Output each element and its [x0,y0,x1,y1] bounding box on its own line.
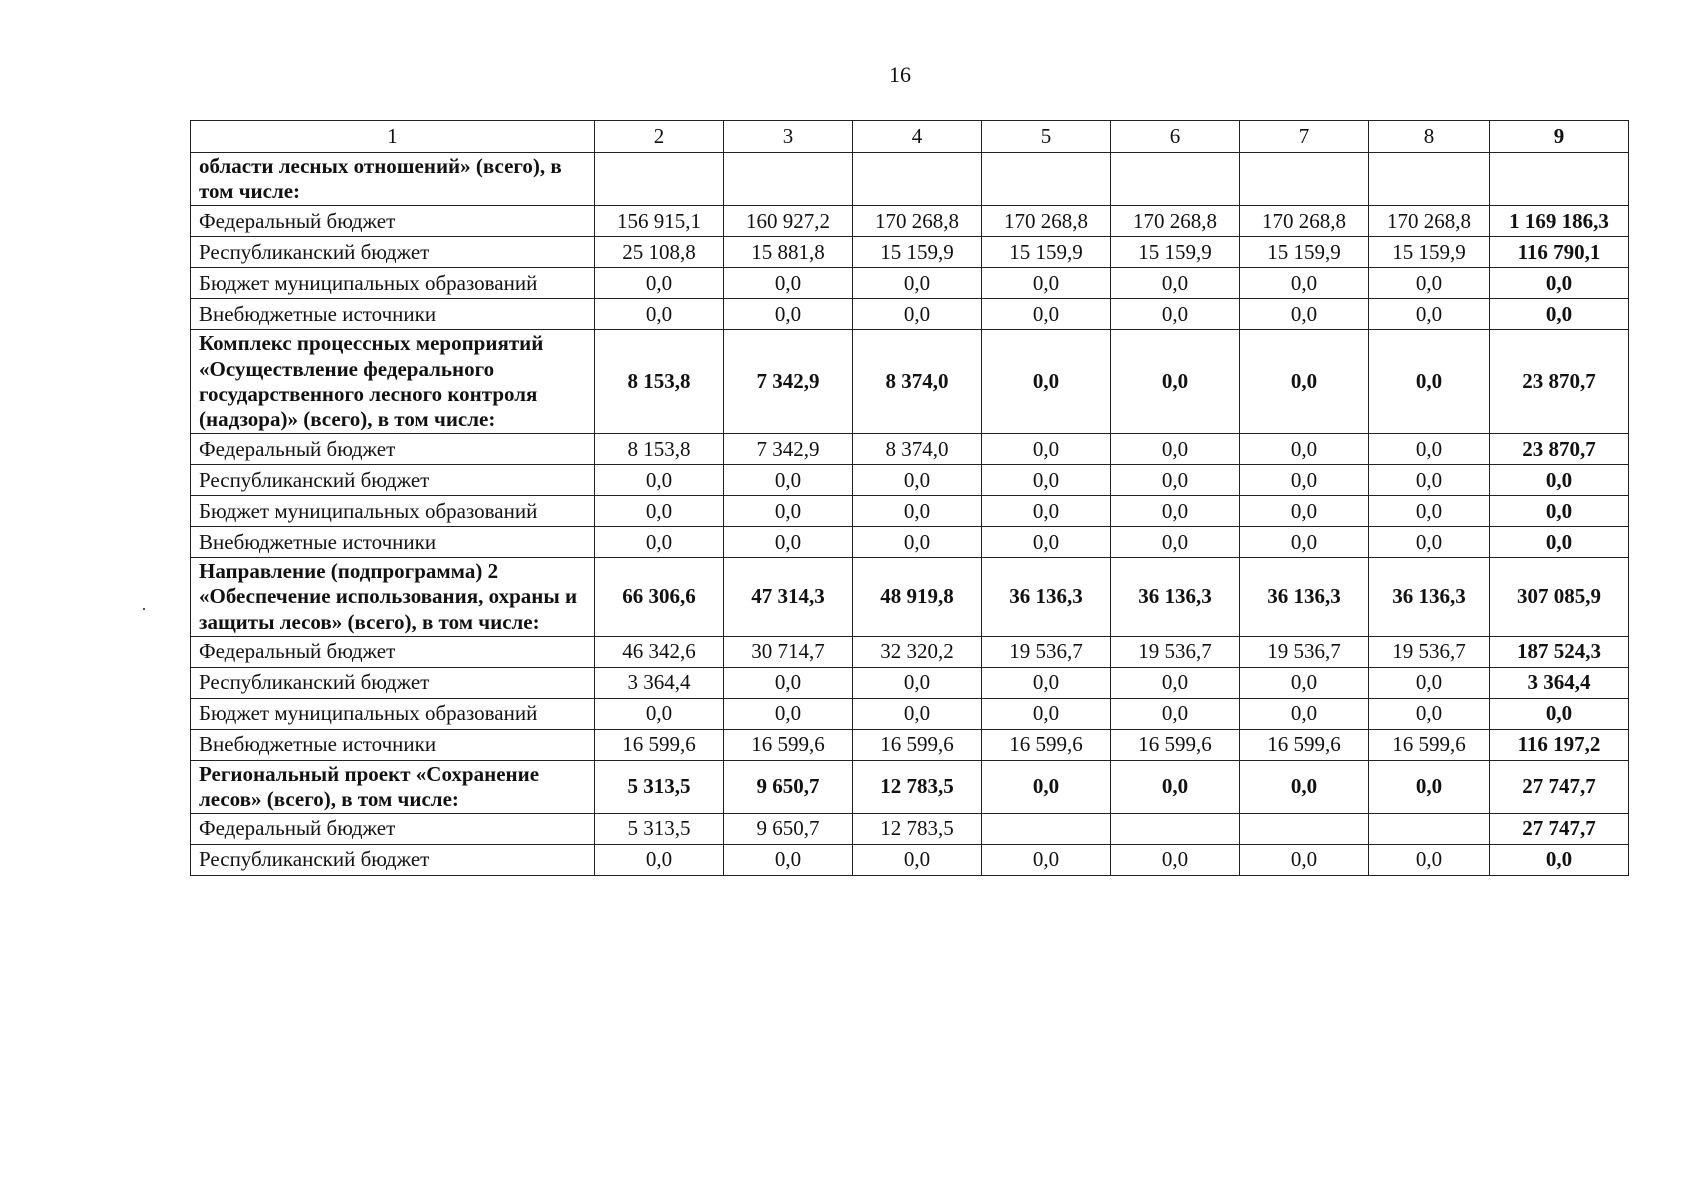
value-cell: 16 599,6 [1111,729,1240,760]
value-cell: 36 136,3 [982,558,1111,637]
value-cell: 36 136,3 [1240,558,1369,637]
value-cell: 0,0 [1111,465,1240,496]
value-cell: 0,0 [1240,496,1369,527]
value-cell: 9 650,7 [724,760,853,813]
table-section-row [191,760,1629,813]
value-cell: 0,0 [982,527,1111,558]
row-name-cell: Направление (подпрограмма) 2 «Обеспечение использования, охраны и защиты лесов» (всего), в том числе: [191,558,595,637]
value-cell [1369,153,1490,206]
total-cell: 27 747,7 [1490,760,1629,813]
value-cell [724,153,853,206]
row-name-cell: Бюджет муниципальных образований [191,496,595,527]
value-cell: 0,0 [1240,698,1369,729]
value-cell [1111,814,1240,845]
table-section-row [191,558,1629,637]
value-cell: 0,0 [853,845,982,876]
value-cell: 0,0 [1369,299,1490,330]
value-cell: 0,0 [982,760,1111,813]
value-cell [853,153,982,206]
value-cell: 0,0 [1369,845,1490,876]
table-row [191,465,1629,496]
value-cell: 0,0 [1111,330,1240,434]
header-cell: 7 [1240,121,1369,153]
total-cell: 0,0 [1490,496,1629,527]
value-cell: 12 783,5 [853,760,982,813]
value-cell: 0,0 [1369,465,1490,496]
value-cell: 170 268,8 [1369,206,1490,237]
value-cell: 15 159,9 [1240,237,1369,268]
value-cell [1111,153,1240,206]
total-cell: 23 870,7 [1490,330,1629,434]
value-cell: 170 268,8 [1111,206,1240,237]
value-cell: 0,0 [1240,845,1369,876]
value-cell: 0,0 [1111,299,1240,330]
row-name-cell: Республиканский бюджет [191,465,595,496]
value-cell: 16 599,6 [982,729,1111,760]
value-cell: 0,0 [853,698,982,729]
value-cell: 0,0 [853,268,982,299]
value-cell: 0,0 [1369,527,1490,558]
row-name-cell: Республиканский бюджет [191,237,595,268]
value-cell: 0,0 [1240,330,1369,434]
value-cell: 5 313,5 [595,814,724,845]
value-cell: 0,0 [724,465,853,496]
total-cell: 23 870,7 [1490,434,1629,465]
total-cell: 187 524,3 [1490,636,1629,667]
total-cell: 307 085,9 [1490,558,1629,637]
value-cell: 19 536,7 [1111,636,1240,667]
value-cell: 8 374,0 [853,434,982,465]
value-cell: 0,0 [1111,760,1240,813]
value-cell: 0,0 [1111,667,1240,698]
total-cell [1490,153,1629,206]
value-cell: 0,0 [1369,268,1490,299]
total-cell: 0,0 [1490,845,1629,876]
value-cell: 0,0 [982,465,1111,496]
value-cell: 0,0 [853,527,982,558]
total-cell: 27 747,7 [1490,814,1629,845]
value-cell: 0,0 [982,330,1111,434]
value-cell: 0,0 [724,299,853,330]
value-cell: 15 159,9 [1111,237,1240,268]
header-cell: 9 [1490,121,1629,153]
value-cell: 15 881,8 [724,237,853,268]
header-cell: 1 [191,121,595,153]
value-cell: 0,0 [1111,527,1240,558]
budget-table [190,120,1629,876]
table-row [191,698,1629,729]
value-cell [1240,814,1369,845]
row-name-cell: Региональный проект «Сохранение лесов» (всего), в том числе: [191,760,595,813]
value-cell: 8 374,0 [853,330,982,434]
value-cell: 0,0 [1240,667,1369,698]
value-cell: 170 268,8 [982,206,1111,237]
header-cell: 4 [853,121,982,153]
value-cell: 0,0 [595,496,724,527]
table-row [191,527,1629,558]
value-cell: 12 783,5 [853,814,982,845]
header-cell: 8 [1369,121,1490,153]
value-cell: 16 599,6 [595,729,724,760]
row-name-cell: Федеральный бюджет [191,434,595,465]
page-number: 16 [889,62,911,87]
row-name-cell: Федеральный бюджет [191,206,595,237]
value-cell: 9 650,7 [724,814,853,845]
header-cell: 5 [982,121,1111,153]
row-name-cell: Комплекс процессных мероприятий «Осуществление федерального государственного лесного контроля (надзора)» (всего), в том числе: [191,330,595,434]
value-cell: 0,0 [724,268,853,299]
value-cell: 0,0 [1111,268,1240,299]
table-row [191,636,1629,667]
value-cell: 0,0 [595,465,724,496]
value-cell: 7 342,9 [724,434,853,465]
value-cell: 16 599,6 [724,729,853,760]
value-cell: 0,0 [853,496,982,527]
value-cell: 66 306,6 [595,558,724,637]
row-name-cell: Федеральный бюджет [191,636,595,667]
value-cell: 0,0 [982,698,1111,729]
total-cell: 0,0 [1490,527,1629,558]
value-cell: 36 136,3 [1111,558,1240,637]
value-cell: 16 599,6 [853,729,982,760]
value-cell: 48 919,8 [853,558,982,637]
header-cell: 3 [724,121,853,153]
total-cell: 116 197,2 [1490,729,1629,760]
value-cell: 0,0 [595,845,724,876]
value-cell: 46 342,6 [595,636,724,667]
value-cell: 0,0 [1111,434,1240,465]
row-name-cell: области лесных отношений» (всего), в том числе: [191,153,595,206]
row-name-cell: Бюджет муниципальных образований [191,698,595,729]
table-section-row [191,330,1629,434]
value-cell: 0,0 [1240,268,1369,299]
value-cell: 0,0 [595,698,724,729]
value-cell [1369,814,1490,845]
value-cell [595,153,724,206]
value-cell: 5 313,5 [595,760,724,813]
value-cell: 47 314,3 [724,558,853,637]
value-cell: 0,0 [982,667,1111,698]
value-cell [982,153,1111,206]
value-cell: 0,0 [1111,698,1240,729]
row-name-cell: Республиканский бюджет [191,845,595,876]
table-row [191,729,1629,760]
value-cell: 0,0 [1369,434,1490,465]
value-cell: 15 159,9 [1369,237,1490,268]
row-name-cell: Внебюджетные источники [191,527,595,558]
table-row [191,237,1629,268]
value-cell: 0,0 [1240,434,1369,465]
value-cell: 0,0 [982,496,1111,527]
value-cell: 0,0 [1240,299,1369,330]
value-cell: 0,0 [1240,760,1369,813]
header-cell: 2 [595,121,724,153]
row-name-cell: Республиканский бюджет [191,667,595,698]
value-cell: 0,0 [982,845,1111,876]
value-cell: 19 536,7 [1369,636,1490,667]
row-name-cell: Федеральный бюджет [191,814,595,845]
row-name-cell: Внебюджетные источники [191,729,595,760]
total-cell: 0,0 [1490,268,1629,299]
value-cell: 160 927,2 [724,206,853,237]
value-cell: 0,0 [595,527,724,558]
value-cell [1240,153,1369,206]
total-cell: 0,0 [1490,698,1629,729]
value-cell: 0,0 [724,845,853,876]
table-row [191,845,1629,876]
value-cell: 0,0 [982,299,1111,330]
row-name-cell: Внебюджетные источники [191,299,595,330]
value-cell: 0,0 [1240,527,1369,558]
value-cell: 16 599,6 [1240,729,1369,760]
value-cell [982,814,1111,845]
value-cell: 19 536,7 [1240,636,1369,667]
table-row [191,206,1629,237]
value-cell: 15 159,9 [982,237,1111,268]
value-cell: 25 108,8 [595,237,724,268]
total-cell: 3 364,4 [1490,667,1629,698]
row-name-cell: Бюджет муниципальных образований [191,268,595,299]
value-cell: 0,0 [853,667,982,698]
scan-speck [143,608,145,610]
value-cell: 0,0 [724,496,853,527]
value-cell: 32 320,2 [853,636,982,667]
table-row [191,299,1629,330]
value-cell: 0,0 [982,434,1111,465]
value-cell: 0,0 [1111,496,1240,527]
value-cell: 170 268,8 [1240,206,1369,237]
value-cell: 0,0 [1240,465,1369,496]
value-cell: 156 915,1 [595,206,724,237]
value-cell: 16 599,6 [1369,729,1490,760]
total-cell: 0,0 [1490,299,1629,330]
table-section-row [191,153,1629,206]
value-cell: 0,0 [1369,698,1490,729]
value-cell: 0,0 [1111,845,1240,876]
value-cell: 0,0 [1369,330,1490,434]
table-row [191,496,1629,527]
value-cell: 0,0 [1369,496,1490,527]
table-row [191,268,1629,299]
value-cell: 170 268,8 [853,206,982,237]
total-cell: 116 790,1 [1490,237,1629,268]
value-cell: 0,0 [595,299,724,330]
table-row [191,814,1629,845]
total-cell: 0,0 [1490,465,1629,496]
header-cell: 6 [1111,121,1240,153]
value-cell: 0,0 [595,268,724,299]
value-cell: 0,0 [724,698,853,729]
value-cell: 36 136,3 [1369,558,1490,637]
total-cell: 1 169 186,3 [1490,206,1629,237]
value-cell: 0,0 [1369,760,1490,813]
table-header-row [191,121,1629,153]
value-cell: 8 153,8 [595,434,724,465]
value-cell: 0,0 [853,299,982,330]
value-cell: 0,0 [982,268,1111,299]
value-cell: 15 159,9 [853,237,982,268]
value-cell: 0,0 [1369,667,1490,698]
value-cell: 19 536,7 [982,636,1111,667]
value-cell: 8 153,8 [595,330,724,434]
value-cell: 0,0 [724,667,853,698]
value-cell: 0,0 [853,465,982,496]
table-row [191,667,1629,698]
value-cell: 30 714,7 [724,636,853,667]
value-cell: 7 342,9 [724,330,853,434]
value-cell: 0,0 [724,527,853,558]
value-cell: 3 364,4 [595,667,724,698]
table-row [191,434,1629,465]
